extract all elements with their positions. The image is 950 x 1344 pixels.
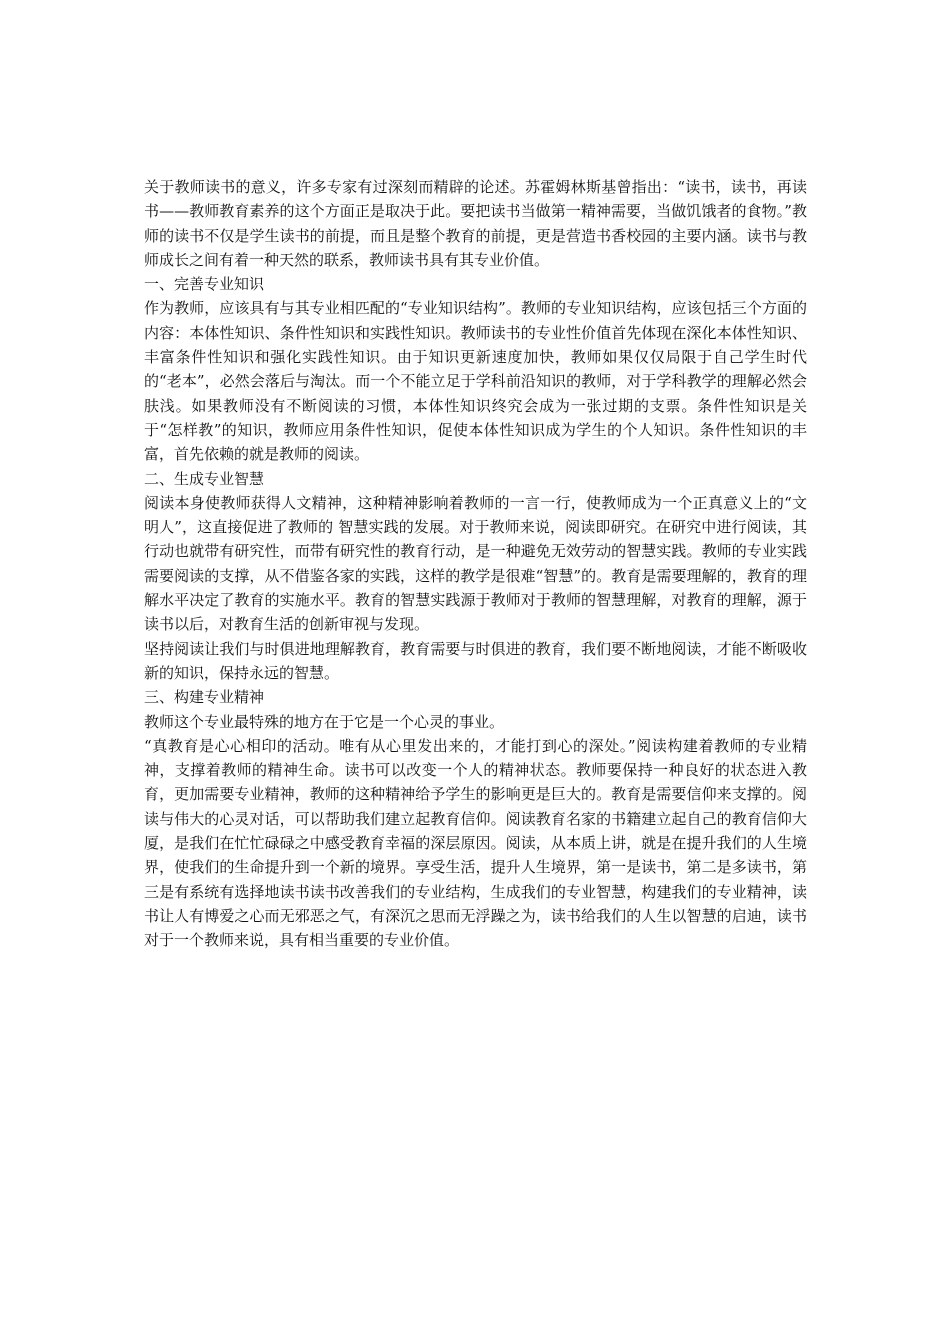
section-1-paragraph: 作为教师，应该具有与其专业相匹配的“专业知识结构”。教师的专业知识结构，应该包括三个方面的内容：本体性知识、条件性知识和实践性知识。教师读书的专业性价值首先体现在深化本体性知识、丰富条件性知识和强化实践性知识。由于知识更新速度加快，教师如果仅仅局限于自己学生时代的“老本”，必然会落后与淘汰。而一个不能立足于学科前沿知识的教师，对于学科教学的理解必然会肤浅。如果教师没有不断阅读的习惯，本体性知识终究会成为一张过期的支票。条件性知识是关于“怎样教”的知识，教师应用条件性知识，促使本体性知识成为学生的个人知识。条件性知识的丰富，首先依赖的就是教师的阅读。 [144, 299, 807, 464]
intro-paragraph: 关于教师读书的意义，许多专家有过深刻而精辟的论述。苏霍姆林斯基曾指出：“读书，读书，再读书——教师教育素养的这个方面正是取决于此。要把读书当做第一精神需要，当做饥饿者的食物。”教师的读书不仅是学生读书的前提，而且是整个教育的前提，更是营造书香校园的主要内涵。读书与教师成长之间有着一种天然的联系，教师读书具有其专业价值。 [144, 178, 807, 269]
section-heading-3: 三、构建专业精神 [144, 688, 265, 707]
section-2-paragraph-2: 坚持阅读让我们与时俱进地理解教育，教育需要与时俱进的教育，我们要不断地阅读，才能不断吸收新的知识，保持永远的智慧。 [144, 639, 807, 682]
section-heading-2: 二、生成专业智慧 [144, 469, 265, 488]
section-3-paragraph-1: 教师这个专业最特殊的地方在于它是一个心灵的事业。 [144, 712, 505, 731]
document-body [144, 175, 807, 953]
section-3-paragraph-2: “真教育是心心相印的活动。唯有从心里发出来的，才能打到心的深处。”阅读构建着教师的专业精神，支撑着教师的精神生命。读书可以改变一个人的精神状态。教师要保持一种良好的状态进入教育，更加需要专业精神，教师的这种精神给予学生的影响更是巨大的。教育是需要信仰来支撑的。阅读与伟大的心灵对话，可以帮助我们建立起教育信仰。阅读教育名家的书籍建立起自己的教育信仰大厦，是我们在忙忙碌碌之中感受教育幸福的深层原因。阅读，从本质上讲，就是在提升我们的人生境界，使我们的生命提升到一个新的境界。享受生活，提升人生境界，第一是读书，第二是多读书，第三是有系统有选择地读书读书改善我们的专业结构，生成我们的专业智慧，构建我们的专业精神，读书让人有博爱之心而无邪恶之气，有深沉之思而无浮躁之为，读书给我们的人生以智慧的启迪，读书对于一个教师来说，具有相当重要的专业价值。 [144, 736, 807, 950]
section-heading-1: 一、完善专业知识 [144, 275, 265, 294]
section-2-paragraph-1: 阅读本身使教师获得人文精神，这种精神影响着教师的一言一行，使教师成为一个正真意义上的“文明人”，这直接促进了教师的 智慧实践的发展。对于教师来说，阅读即研究。在研究中进行阅读，其行动也就带有研究性，而带有研究性的教育行动，是一种避免无效劳动的智慧实践。教师的专业实践需要阅读的支撑，从不借鉴各家的实践，这样的教学是很难“智慧”的。教育是需要理解的，教育的理解水平决定了教育的实施水平。教育的智慧实践源于教师对于教师的智慧理解，对教育的理解，源于读书以后，对教育生活的创新审视与发现。 [144, 493, 807, 634]
